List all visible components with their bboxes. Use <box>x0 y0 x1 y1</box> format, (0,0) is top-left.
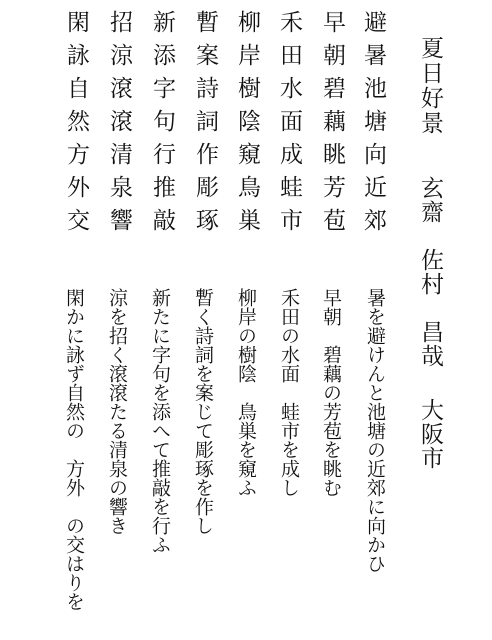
reading-line-2: 早朝 碧藕の芳苞を眺む <box>320 288 342 497</box>
reading-line-5: 暫く詩詞を案じて彫琢を作し <box>192 288 214 535</box>
poem-line-1: 避暑池塘向近郊 <box>360 10 386 241</box>
author-location: 大阪市 <box>417 398 443 470</box>
author-name: 玄齋 佐村 昌哉 <box>417 176 443 368</box>
poem-line-4: 柳岸樹陰窺鳥巣 <box>234 10 260 241</box>
poem-line-8: 閑詠自然方外交 <box>63 10 89 241</box>
reading-line-3: 禾田の水面 蛙市を成し <box>278 288 300 497</box>
poem-line-5: 暫案詩詞作彫琢 <box>192 10 218 241</box>
poem-line-3: 禾田水面成蛙市 <box>276 10 302 241</box>
poem-title: 夏日好景 <box>417 36 443 136</box>
reading-line-8: 閑かに詠ず自然の 方外 の交はりを <box>63 288 85 611</box>
reading-line-6: 新たに字句を添へて推敲を行ふ <box>149 288 171 554</box>
reading-line-4: 柳岸の樹陰 鳥巣を窺ふ <box>235 288 257 497</box>
reading-line-1: 暑を避けんと池塘の近郊に向かひ <box>364 288 386 573</box>
poem-line-2: 早朝碧藕眺芳苞 <box>319 10 345 241</box>
poem-line-6: 新添字句行推敲 <box>149 10 175 241</box>
poem-line-7: 招涼滾滾清泉響 <box>106 10 132 241</box>
reading-line-7: 涼を招く滾滾たる清泉の響き <box>106 288 128 535</box>
